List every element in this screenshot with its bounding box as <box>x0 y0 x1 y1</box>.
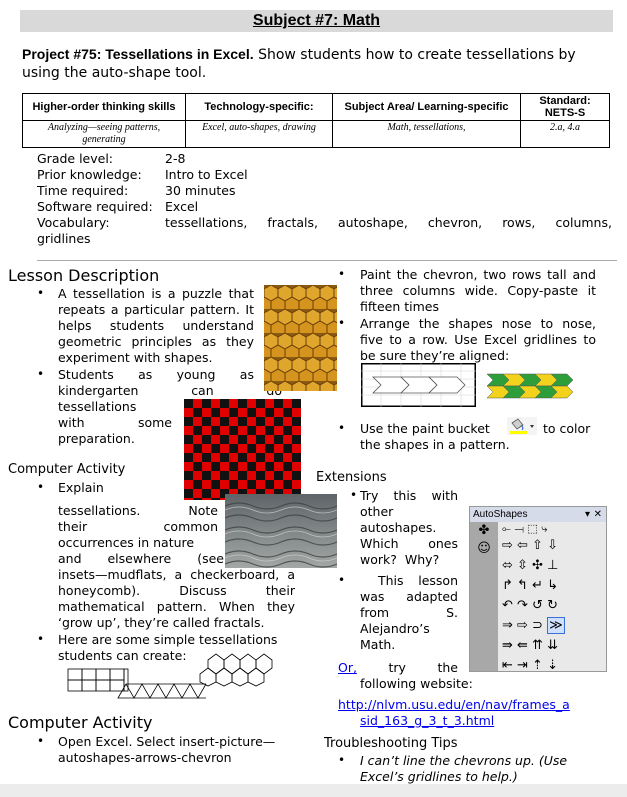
arrow-shapes-row[interactable]: ⇛ ⇚ ⇈ ⇊ <box>502 638 558 653</box>
project-text: Show students how to create tessellations by using the auto-shape tool. <box>22 47 576 81</box>
bullet-icon: • <box>338 267 346 281</box>
word: work? <box>360 552 397 567</box>
bullet-icon: • <box>37 632 45 646</box>
vocab-word: columns, <box>555 215 612 230</box>
colored-chevrons-image <box>483 366 587 410</box>
computer-activity-heading-1: Computer Activity <box>8 462 126 477</box>
word: occurrences in nature <box>58 535 195 550</box>
chevron-grid-image <box>361 363 476 407</box>
activity2-bullet-1: Open Excel. Select insert-picture—autoshapes-arrows-chevron <box>58 734 276 765</box>
word: Try <box>360 488 379 503</box>
table-cell: Math, tessellations, <box>333 121 521 148</box>
word: ones <box>428 536 458 551</box>
website-text: following website: <box>360 676 473 691</box>
word: tessellations <box>58 399 137 414</box>
word: Note <box>188 503 218 518</box>
word: the <box>437 660 458 675</box>
word: adapted <box>406 589 458 604</box>
autoshapes-titlebar <box>470 507 606 522</box>
autoshapes-title: AutoShapes <box>473 509 528 520</box>
troubleshooting-line1: I can’t line the chevrons up. (Use <box>360 753 568 768</box>
page-bottom-strip <box>0 784 627 797</box>
word: Which <box>360 536 399 551</box>
word: Students <box>58 367 114 382</box>
time-value: 30 minutes <box>165 183 236 198</box>
bullet-icon: • <box>338 421 346 435</box>
vocab-label: Vocabulary: <box>37 215 110 230</box>
arrow-shapes-row[interactable]: ↶ ↷ ↺ ↻ <box>502 598 558 613</box>
vocab-word: chevron, <box>427 215 483 230</box>
chevron-down-icon[interactable]: ▾ <box>584 509 590 520</box>
word: This <box>378 573 404 588</box>
paint-bucket-icon <box>507 417 537 435</box>
lesson-heading: Lesson Description <box>8 266 160 285</box>
computer-activity-heading-2: Computer Activity <box>8 713 153 732</box>
word: common <box>163 519 218 534</box>
vocab-word: autoshape, <box>338 215 408 230</box>
word: S. <box>446 605 458 620</box>
activity-b1-rest: insets—mudflats, a checkerboard, a honeycomb). Discuss their mathematical pattern. When they ‘grow up’, they’re called fractals. <box>58 567 295 630</box>
autoshapes-panel <box>469 506 607 672</box>
project-description <box>22 45 614 82</box>
mudflat-image <box>225 494 337 568</box>
or-label: Or, <box>338 660 357 675</box>
checkerboard-image <box>184 399 301 500</box>
bullet-icon: • <box>338 573 346 587</box>
vocab-word: rows, <box>502 215 536 230</box>
word: Alejandro’s <box>360 621 430 636</box>
word: other <box>360 504 394 519</box>
honeycomb-image <box>264 285 337 391</box>
word: as <box>239 367 254 382</box>
extensions-bullet-2 <box>360 573 458 653</box>
table-cell: 2.a, 4.a <box>521 121 610 148</box>
word: this <box>393 488 417 503</box>
standards-table <box>22 93 610 148</box>
divider <box>37 260 617 261</box>
grade-value: 2-8 <box>165 151 186 166</box>
prior-value: Intro to Excel <box>165 167 248 182</box>
word: can <box>191 383 214 398</box>
website-link-line2[interactable]: sid_163_g_3_t_3.html <box>360 713 495 728</box>
word: as <box>138 367 153 382</box>
bullet-icon: • <box>338 753 346 767</box>
word: try <box>388 660 406 675</box>
right-bullet-3-pre: Use the paint bucket <box>360 421 490 436</box>
grade-label: Grade level: <box>37 151 114 166</box>
bullet-icon: • <box>37 367 45 381</box>
vocab-word: fractals, <box>267 215 318 230</box>
word: preparation. <box>58 431 135 446</box>
word: and <box>58 551 82 566</box>
shape-category-icon[interactable]: ☺ <box>477 541 491 556</box>
word: Why? <box>404 552 440 567</box>
bullet-icon: • <box>37 480 45 494</box>
activity-bullet-2: Here are some simple tessellations students can create: <box>58 632 278 663</box>
activity-b1-cont <box>58 503 224 567</box>
vocab-word: tessellations, <box>165 215 248 230</box>
arrow-shapes-row[interactable]: ⇤ ⇥ ⇡ ⇣ <box>502 658 558 672</box>
table-header: Higher-order thinking skills <box>23 94 186 121</box>
shape-category-icon[interactable]: ✤ <box>478 523 490 538</box>
right-bullet-1: Paint the chevron, two rows tall and three columns wide. Copy-paste it fifteen times <box>360 267 596 314</box>
right-bullet-3-post: to color <box>543 421 591 436</box>
troubleshooting-heading: Troubleshooting Tips <box>324 736 458 751</box>
word: Math. <box>360 637 396 652</box>
extensions-heading: Extensions <box>316 470 387 485</box>
bullet-icon: • <box>338 316 346 330</box>
extensions-bullet-1 <box>360 488 458 568</box>
bullet-icon: • <box>37 286 45 300</box>
word: kindergarten <box>58 383 139 398</box>
info-block <box>37 151 612 247</box>
word: was <box>360 589 385 604</box>
prior-label: Prior knowledge: <box>37 167 142 182</box>
table-header: Standard: NETS-S <box>521 94 610 121</box>
page-title: Subject #7: Math <box>252 12 381 29</box>
software-value: Excel <box>165 199 199 214</box>
table-cell: Analyzing—seeing patterns, generating <box>23 121 186 148</box>
close-icon[interactable]: ✕ <box>593 509 602 520</box>
time-label: Time required: <box>37 183 129 198</box>
table-header: Subject Area/ Learning-specific <box>333 94 521 121</box>
word: tessellations. <box>58 503 141 518</box>
arrow-shapes-row[interactable]: ⬄ ⇳ ✣ ⊥ <box>502 558 559 573</box>
word: with <box>431 488 458 503</box>
bullet-icon: • <box>37 734 45 748</box>
right-bullet-2: Arrange the shapes nose to nose, five to a row. Use Excel gridlines to be sure they’re aligned: <box>360 316 596 363</box>
arrow-shapes-row[interactable]: ↱ ↰ ↵ ↳ <box>502 578 558 593</box>
word: elsewhere <box>107 551 172 566</box>
right-bullet-3-line2: the shapes in a pattern. <box>360 437 510 452</box>
project-label: Project #75: Tessellations in Excel. <box>22 46 254 62</box>
arrow-shapes-row[interactable]: ⇨ ⇦ ⇧ ⇩ <box>502 538 558 553</box>
vocab-last: gridlines <box>37 231 91 246</box>
vocab-words <box>165 215 612 231</box>
tessellation-shapes <box>66 648 300 706</box>
word: their <box>58 519 88 534</box>
extensions-or-line <box>338 660 458 676</box>
word: (see <box>197 551 224 566</box>
bullet-icon: • <box>350 488 358 502</box>
word: from <box>360 605 390 620</box>
troubleshooting-line2: Excel’s gridlines to help.) <box>360 769 518 784</box>
word: some <box>137 415 172 430</box>
software-label: Software required: <box>37 199 153 214</box>
arrow-shapes-row[interactable]: ⇒ ⇨ ⊃ ≫ <box>502 618 563 633</box>
table-cell: Excel, auto-shapes, drawing <box>186 121 333 148</box>
lesson-bullet-1: A tessellation is a puzzle that repeats a particular pattern. It helps students understand geometric principles as they experiment with shapes. <box>58 286 254 365</box>
word: lesson <box>418 573 458 588</box>
chevron-shape-icon[interactable]: ≫ <box>549 618 563 633</box>
autoshapes-category-column <box>470 522 498 672</box>
table-header: Technology-specific: <box>186 94 333 121</box>
word: autoshapes. <box>360 520 437 535</box>
autoshapes-grid: ⟜ ⟞ ⬚ ⤷ ⇨ ⇦ ⇧ ⇩ ⬄ ⇳ ✣ ⊥ ↱ ↰ ↵ ↳ ↶ ↷ ↺ ↻ ⇒ ⇨ ⊃ ≫ ⇛ ⇚ ⇈ ⇊ ⇤ ⇥ ⇡ ⇣ <box>498 522 606 672</box>
word: with <box>58 415 85 430</box>
activity-b1-line1: Explain <box>58 480 104 495</box>
website-link-line1[interactable]: http://nlvm.usu.edu/en/nav/frames_a <box>338 697 570 712</box>
word: young <box>176 367 216 382</box>
